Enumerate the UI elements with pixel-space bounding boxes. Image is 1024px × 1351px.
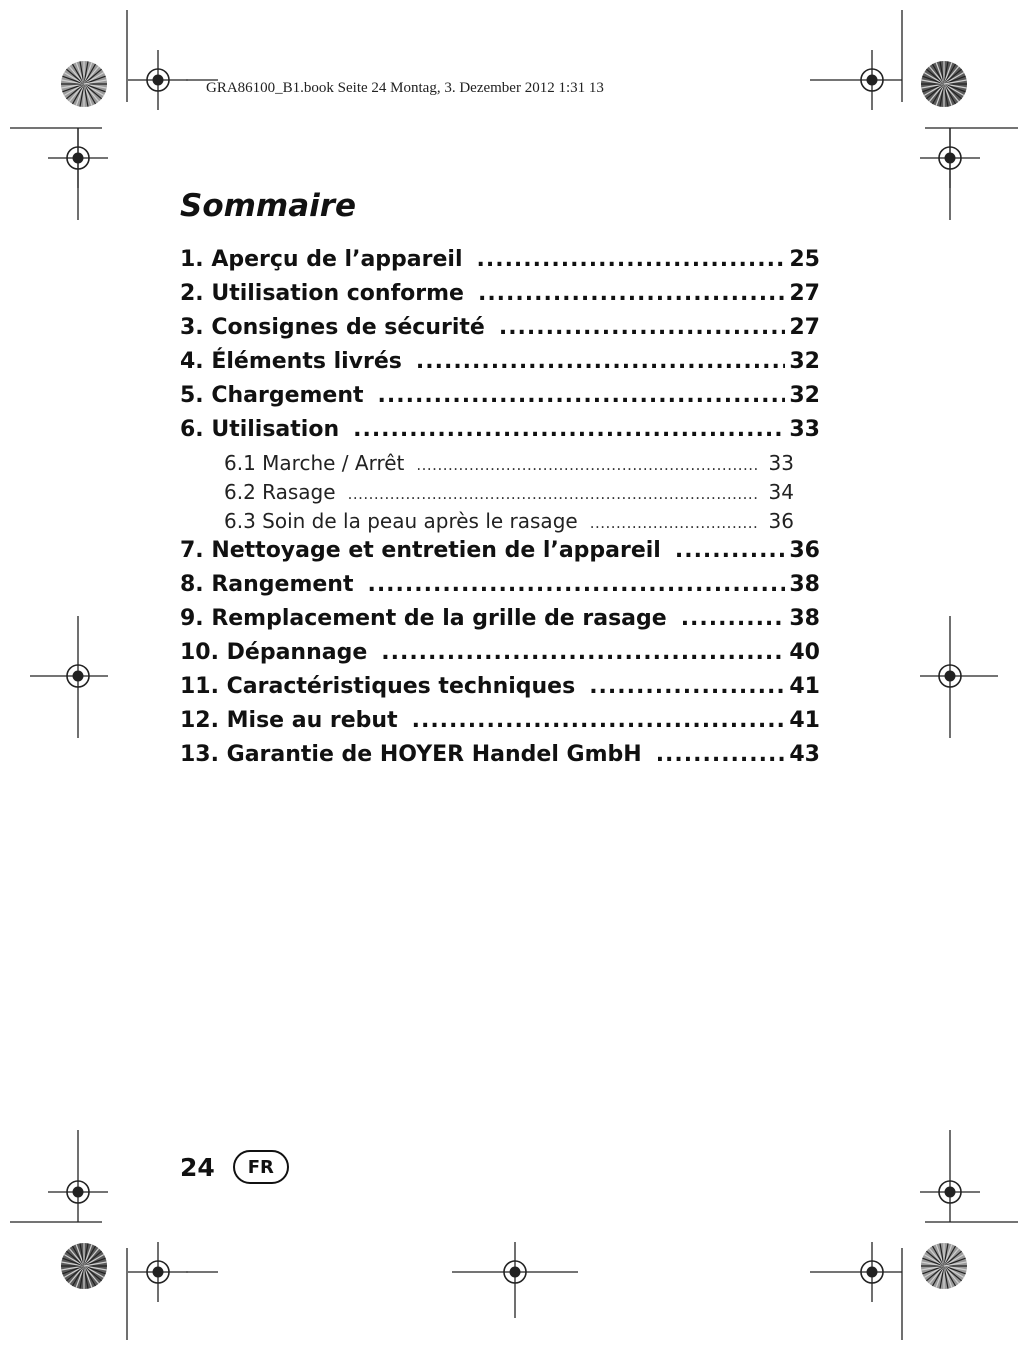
registration-target-center bbox=[867, 75, 878, 86]
toc-entry bbox=[180, 572, 820, 606]
toc-entry-page: 27 bbox=[789, 315, 820, 340]
toc-entry-page: 36 bbox=[768, 509, 794, 533]
toc-entry bbox=[180, 640, 820, 674]
toc-entry bbox=[180, 417, 820, 451]
toc-entry-page: 34 bbox=[768, 480, 794, 504]
toc-leader-dots bbox=[681, 606, 786, 631]
toc-entry bbox=[180, 349, 820, 383]
toc-leader-dots bbox=[416, 349, 785, 374]
toc-entry-page: 25 bbox=[789, 247, 820, 272]
toc-leader-dots bbox=[499, 315, 786, 340]
toc-entry bbox=[180, 315, 820, 349]
toc-entry bbox=[180, 383, 820, 417]
toc-entry-label: 6.1 Marche / Arrêt bbox=[224, 451, 405, 475]
toc-entry-page: 38 bbox=[789, 572, 820, 597]
toc-entry bbox=[180, 606, 820, 640]
print-slug: GRA86100_B1.book Seite 24 Montag, 3. Dezember 2012 1:31 13 bbox=[206, 80, 604, 96]
toc-subentry bbox=[180, 451, 820, 480]
toc-entry bbox=[180, 281, 820, 315]
registration-target-center bbox=[867, 1267, 878, 1278]
toc-leader-dots bbox=[589, 674, 785, 699]
toc-entry-page: 33 bbox=[768, 451, 794, 475]
toc-leader-dots bbox=[416, 456, 758, 474]
toc-entry-label: 4. Éléments livrés bbox=[180, 349, 402, 374]
toc-entry-page: 33 bbox=[789, 417, 820, 442]
toc-leader-dots bbox=[381, 640, 785, 665]
toc-entry-label: 6. Utilisation bbox=[180, 417, 340, 442]
language-badge: FR bbox=[233, 1150, 289, 1184]
color-bar-starburst-icon bbox=[61, 1243, 107, 1289]
toc-entry-page: 40 bbox=[789, 640, 820, 665]
registration-target-center bbox=[153, 1267, 164, 1278]
toc-entry-label: 9. Remplacement de la grille de rasage bbox=[180, 606, 667, 631]
toc-leader-dots bbox=[367, 572, 785, 597]
toc-entry-label: 6.3 Soin de la peau après le rasage bbox=[224, 509, 578, 533]
page-number: 24 bbox=[180, 1152, 215, 1182]
toc-leader-dots bbox=[378, 383, 786, 408]
toc-entry-label: 13. Garantie de HOYER Handel GmbH bbox=[180, 742, 642, 767]
toc-leader-dots bbox=[412, 708, 786, 733]
toc-entry-label: 5. Chargement bbox=[180, 383, 364, 408]
color-bar-starburst-icon bbox=[61, 61, 107, 107]
toc-entry bbox=[180, 742, 820, 776]
toc-entry bbox=[180, 674, 820, 708]
page-title: Sommaire bbox=[180, 188, 357, 224]
toc-entry-label: 2. Utilisation conforme bbox=[180, 281, 464, 306]
toc-leader-dots bbox=[477, 247, 786, 272]
toc-entry-label: 10. Dépannage bbox=[180, 640, 368, 665]
toc-entry-page: 41 bbox=[789, 708, 820, 733]
registration-target-center bbox=[510, 1267, 521, 1278]
toc-entry-page: 38 bbox=[789, 606, 820, 631]
registration-target-center bbox=[153, 75, 164, 86]
color-bar-starburst-icon bbox=[921, 61, 967, 107]
toc-subentry bbox=[180, 509, 820, 538]
registration-target-center bbox=[73, 1187, 84, 1198]
toc-leader-dots bbox=[353, 417, 785, 442]
toc-entry-label: 8. Rangement bbox=[180, 572, 354, 597]
toc-entry-page: 32 bbox=[789, 383, 820, 408]
toc-entry bbox=[180, 708, 820, 742]
toc-entry-label: 6.2 Rasage bbox=[224, 480, 336, 504]
toc-subentry bbox=[180, 480, 820, 509]
registration-target-center bbox=[73, 671, 84, 682]
color-bar-starburst-icon bbox=[921, 1243, 967, 1289]
toc-entry-label: 12. Mise au rebut bbox=[180, 708, 398, 733]
toc-entry-label: 1. Aperçu de l’appareil bbox=[180, 247, 463, 272]
toc-entry-page: 27 bbox=[789, 281, 820, 306]
page-footer bbox=[180, 1150, 289, 1184]
toc-entry-page: 32 bbox=[789, 349, 820, 374]
registration-target-center bbox=[945, 671, 956, 682]
toc-leader-dots bbox=[675, 538, 786, 563]
toc-leader-dots bbox=[348, 485, 759, 503]
registration-target-center bbox=[945, 1187, 956, 1198]
toc-leader-dots bbox=[590, 514, 759, 532]
toc-leader-dots bbox=[478, 281, 785, 306]
toc-entry-page: 43 bbox=[789, 742, 820, 767]
toc-leader-dots bbox=[656, 742, 786, 767]
toc-entry-label: 7. Nettoyage et entretien de l’appareil bbox=[180, 538, 661, 563]
toc-entry-page: 41 bbox=[789, 674, 820, 699]
toc-entry-page: 36 bbox=[789, 538, 820, 563]
toc-entry-label: 3. Consignes de sécurité bbox=[180, 315, 485, 340]
toc-entry-label: 11. Caractéristiques techniques bbox=[180, 674, 576, 699]
table-of-contents bbox=[180, 247, 820, 776]
toc-entry bbox=[180, 247, 820, 281]
toc-entry bbox=[180, 538, 820, 572]
